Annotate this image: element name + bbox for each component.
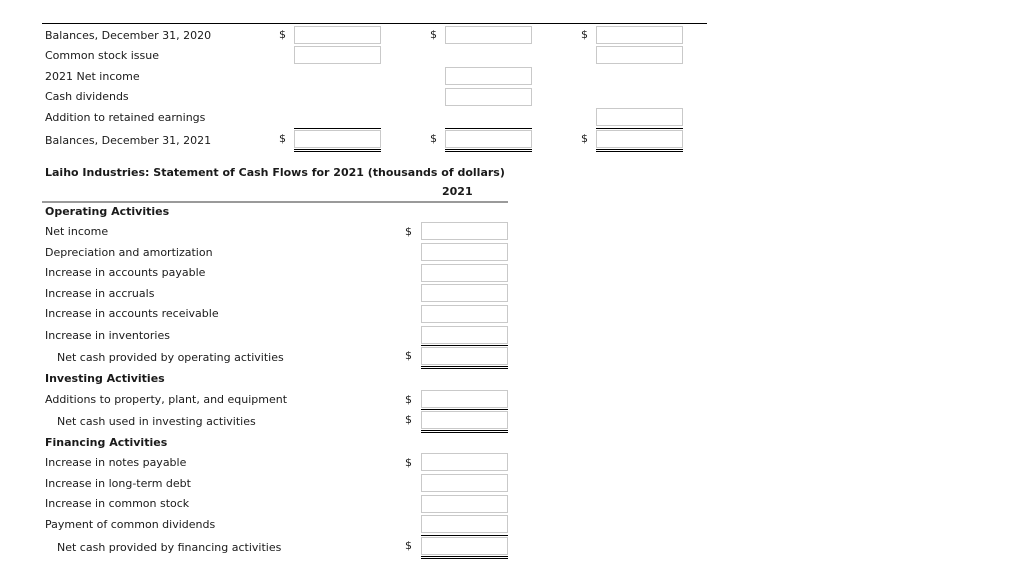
balances-2020-retained-earnings-input[interactable]	[445, 26, 532, 44]
currency-sign: $	[581, 132, 588, 145]
fin-item-label: Increase in notes payable	[45, 456, 187, 469]
fin-long-term-debt-input[interactable]	[421, 474, 508, 492]
op-depreciation-input[interactable]	[421, 243, 508, 261]
total-rule-top	[294, 128, 381, 129]
net-income-retained-earnings-input[interactable]	[445, 67, 532, 85]
balances-2021-common-stock-input[interactable]	[294, 130, 381, 148]
op-item-label: Net income	[45, 225, 109, 238]
currency-sign: $	[405, 413, 412, 426]
fin-total-label: Net cash provided by financing activities	[57, 541, 282, 554]
currency-sign: $	[430, 28, 437, 41]
fin-common-dividends-input[interactable]	[421, 515, 508, 533]
row-cash-dividends-label: Cash dividends	[45, 90, 129, 103]
currency-sign: $	[581, 28, 588, 41]
fin-item-label: Payment of common dividends	[45, 518, 216, 531]
equity-top-rule	[42, 23, 707, 24]
currency-sign: $	[430, 132, 437, 145]
double-underline	[445, 149, 532, 152]
currency-sign: $	[405, 539, 412, 552]
total-rule-top	[445, 128, 532, 129]
common-stock-issue-total-equity-input[interactable]	[596, 46, 683, 64]
currency-sign: $	[279, 132, 286, 145]
op-accruals-input[interactable]	[421, 284, 508, 302]
op-item-label: Increase in inventories	[45, 329, 170, 342]
currency-sign: $	[405, 225, 412, 238]
double-underline	[596, 149, 683, 152]
currency-sign: $	[279, 28, 286, 41]
op-total-label: Net cash provided by operating activities	[57, 351, 284, 364]
row-balances-2021-label: Balances, December 31, 2021	[45, 134, 212, 147]
op-total-input[interactable]	[421, 347, 508, 365]
fin-item-label: Increase in common stock	[45, 497, 190, 510]
row-balances-2020-label: Balances, December 31, 2020	[45, 29, 212, 42]
currency-sign: $	[405, 393, 412, 406]
total-rule-top	[421, 535, 508, 536]
inv-item-label: Additions to property, plant, and equipment	[45, 393, 288, 406]
total-rule-top	[421, 409, 508, 410]
fin-total-input[interactable]	[421, 537, 508, 555]
currency-sign: $	[405, 349, 412, 362]
op-accounts-payable-input[interactable]	[421, 264, 508, 282]
op-accounts-receivable-input[interactable]	[421, 305, 508, 323]
inv-ppe-additions-input[interactable]	[421, 390, 508, 408]
inv-total-label: Net cash used in investing activities	[57, 415, 256, 428]
financing-activities-heading: Financing Activities	[45, 436, 168, 449]
balances-2021-retained-earnings-input[interactable]	[445, 130, 532, 148]
double-underline	[421, 366, 508, 369]
balances-2021-total-equity-input[interactable]	[596, 130, 683, 148]
op-item-label: Increase in accounts receivable	[45, 307, 219, 320]
total-rule-top	[596, 128, 683, 129]
fin-notes-payable-input[interactable]	[421, 453, 508, 471]
op-inventories-input[interactable]	[421, 326, 508, 344]
cash-dividends-retained-earnings-input[interactable]	[445, 88, 532, 106]
double-underline	[294, 149, 381, 152]
currency-sign: $	[405, 456, 412, 469]
cashflow-year-header: 2021	[442, 185, 473, 198]
row-net-income-label: 2021 Net income	[45, 70, 140, 83]
row-common-stock-issue-label: Common stock issue	[45, 49, 159, 62]
op-net-income-input[interactable]	[421, 222, 508, 240]
fin-common-stock-input[interactable]	[421, 495, 508, 513]
op-item-label: Increase in accounts payable	[45, 266, 206, 279]
fin-item-label: Increase in long-term debt	[45, 477, 191, 490]
op-item-label: Increase in accruals	[45, 287, 155, 300]
op-item-label: Depreciation and amortization	[45, 246, 213, 259]
operating-activities-heading: Operating Activities	[45, 205, 170, 218]
total-rule-top	[421, 345, 508, 346]
balances-2020-common-stock-input[interactable]	[294, 26, 381, 44]
cashflow-header-rule	[42, 201, 508, 203]
inv-total-input[interactable]	[421, 411, 508, 429]
common-stock-issue-common-stock-input[interactable]	[294, 46, 381, 64]
double-underline	[421, 430, 508, 433]
balances-2020-total-equity-input[interactable]	[596, 26, 683, 44]
investing-activities-heading: Investing Activities	[45, 372, 165, 385]
cashflow-title: Laiho Industries: Statement of Cash Flows for 2021 (thousands of dollars)	[45, 166, 505, 179]
row-addition-retained-earnings-label: Addition to retained earnings	[45, 111, 206, 124]
double-underline	[421, 556, 508, 559]
addition-retained-earnings-total-equity-input[interactable]	[596, 108, 683, 126]
